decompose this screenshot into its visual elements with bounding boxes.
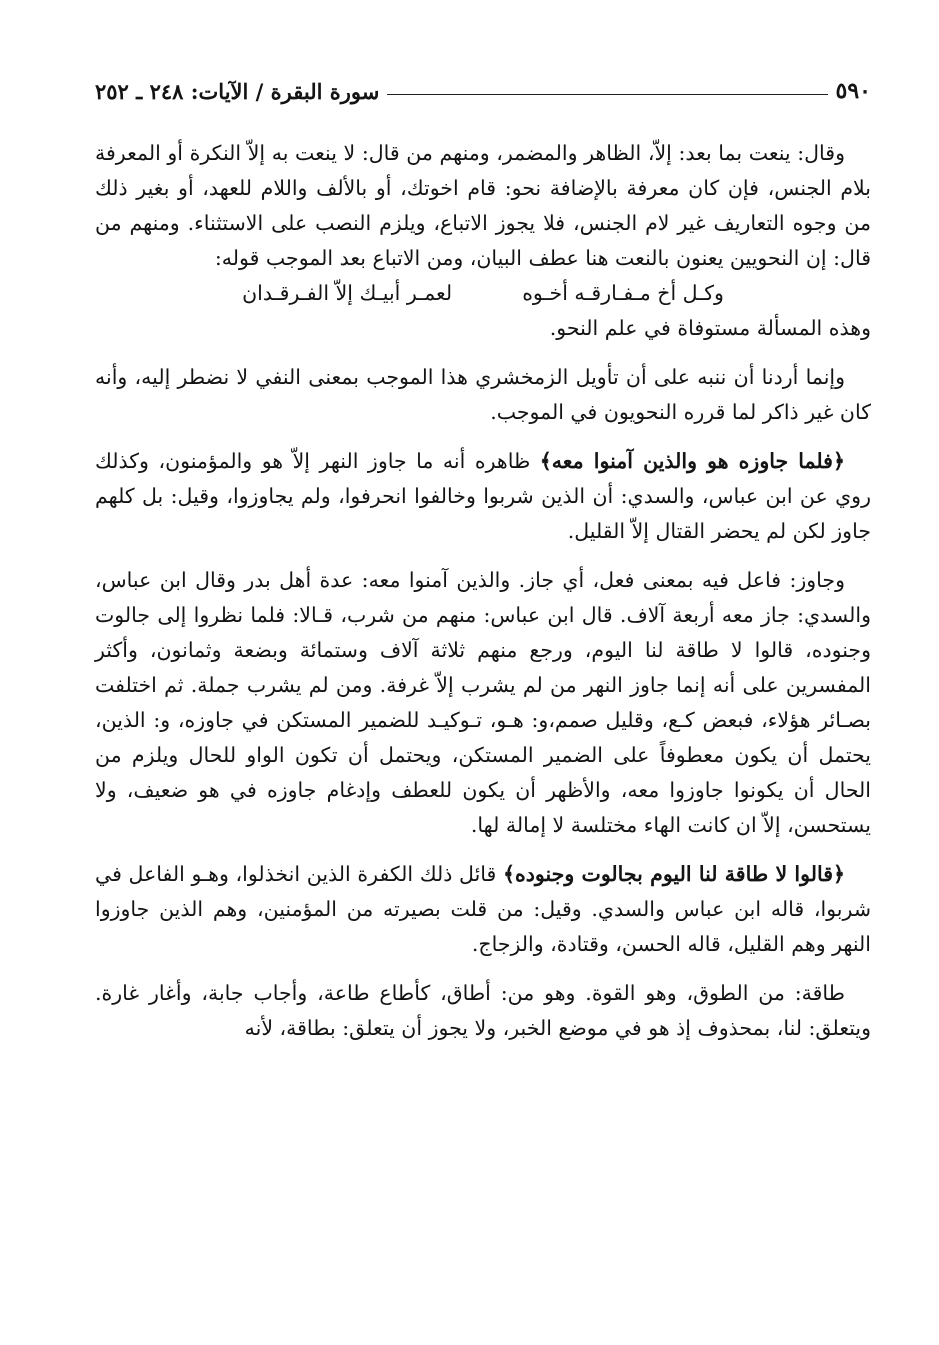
verse-second-hemistich: لعمـر أبيـك إلاّ الفـرقـدان xyxy=(242,281,453,305)
paragraph-no-strength xyxy=(95,857,871,962)
verse-first-hemistich: وكـل أخ مـفـارقـه أخـوه xyxy=(522,281,724,305)
running-title: سورة البقرة / الآيات: ٢٤٨ ـ ٢٥٢ xyxy=(95,79,380,104)
page-number: ٥٩٠ xyxy=(835,78,871,104)
paragraph-jawaza: وجاوز: فاعل فيه بمعنى فعل، أي جاز. والذين آمنوا معه: عدة أهل بدر وقال ابن عباس، والسدي: جاز معه أربعة آلاف. قال ابن عباس: منهم من شرب، قـالا: فلما نظروا إلى جالوت وجنوده، قالوا لا طاقة لنا اليوم، ورجع منهم ثلاثة آلاف وستمائة وبضعة وثمانون، وأكثر المفسرين على أنه إنما جاوز النهر من لم يشرب إلاّ غرفة. ومن لم يشرب جملة. ثم اختلفت بصـائر هؤلاء، فبعض كـع، وقليل صمم،و: هـو، تـوكيـد للضمير المستكن في جاوزه، و: الذين، يحتمل أن يكون معطوفاً على الضمير المستكن، ويحتمل أن تكون الواو للحال ويلزم من الحال أن يكونوا جاوزوا معه، والأظهر أن يكون للعطف وإدغام جاوزه في هو ضعيف، ولا يستحسن، إلاّ ان كانت الهاء مختلسة لا إمالة لها. xyxy=(95,568,871,837)
commentary-text: ظاهره أنه ما جاوز النهر إلاّ هو والمؤمنون، وكذلك روي عن ابن عباس، والسدي: أن الذين شربوا وخالفوا انحرفوا، ولم يجاوزوا، وقيل: بل كلهم جاوز لكن لم يحضر القتال إلاّ القليل. xyxy=(95,449,871,543)
poetry-verse xyxy=(95,276,871,311)
paragraph-zamakhshari: وإنما أردنا أن ننبه على أن تأويل الزمخشري هذا الموجب بمعنى النفي لا نضطر إليه، وأنه كان غير ذاكر لما قرره النحويون في الموجب. xyxy=(95,365,871,424)
paragraph-crossing xyxy=(95,444,871,549)
page-header xyxy=(95,74,871,104)
paragraph-grammar-ruling: وقال: ينعت بما بعد: إلاّ، الظاهر والمضمر، ومنهم من قال: لا ينعت به إلاّ النكرة أو المعرفة بلام الجنس، فإن كان معرفة بالإضافة نحو: قام اخوتك، أو بالألف واللام للعهد، أو بغير ذلك من وجوه التعاريف غير لام الجنس، فلا يجوز الاتباع، ويلزم النصب على الاستثناء. ومنهم من قال: إن النحويين يعنون بالنعت هنا عطف البيان، ومن الاتباع بعد الموجب قوله: xyxy=(95,141,871,270)
page-body xyxy=(95,136,871,1046)
paragraph-taqa: طاقة: من الطوق، وهو القوة. وهو من: أطاق، كأطاع طاعة، وأجاب جابة، وأغار غارة. ويتعلق: لنا، بمحذوف إذ هو في موضع الخبر، ولا يجوز أن يتعلق: بطاقة، لأنه xyxy=(95,981,871,1040)
header-rule xyxy=(387,94,827,95)
quran-quote: ﴿فلما جاوزه هو والذين آمنوا معه﴾ xyxy=(539,449,845,473)
commentary-text: قائل ذلك الكفرة الذين انخذلوا، وهـو الفاعل في شربوا، قاله ابن عباس والسدي. وقيل: من قلت بصيرته من المؤمنين، وهم الذين جاوزوا النهر وهم القليل، قاله الحسن، وقتادة، والزجاج. xyxy=(95,862,871,956)
paragraph-grammar-note: وهذه المسألة مستوفاة في علم النحو. xyxy=(549,316,871,340)
quran-quote: ﴿قالوا لا طاقة لنا اليوم بجالوت وجنوده﴾ xyxy=(503,862,846,886)
